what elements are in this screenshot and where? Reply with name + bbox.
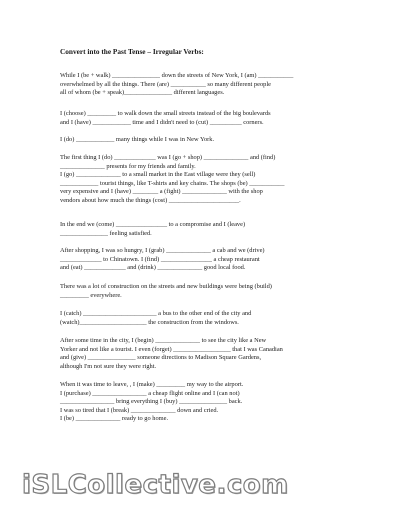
sentence-line: _________________ bring everything I (buy) _______________ back. bbox=[60, 398, 243, 405]
sentence-line: The first thing I (do) _____________ was I (go + shop) ______________ and (find) bbox=[60, 154, 276, 161]
paragraph-construction bbox=[60, 283, 352, 300]
worksheet-title: Convert into the Past Tense – Irregular Verbs: bbox=[60, 47, 204, 56]
sentence-line: and (give) _______________ someone directions to Madison Square Gardens, bbox=[60, 354, 262, 361]
sentence-line: I (purchase) _________________ a cheap flight online and I (can not) bbox=[60, 389, 240, 397]
paragraph-chinatown bbox=[60, 247, 352, 273]
paragraph-leave bbox=[60, 381, 352, 424]
sentence-line: _____________ to Chinatown. I (find) ________________ a cheap restaurant bbox=[60, 255, 260, 263]
sentence-line: Yorker and not like a tourist. I even (forget) __________________ that I was Canadian bbox=[60, 345, 283, 353]
sentence-line: _______________ feeling satisfied. bbox=[60, 229, 152, 237]
sentence-line: (watch)_____________________ the construction from the windows. bbox=[60, 318, 239, 326]
sentence-line: vendors about how much the things (cost) ______________________. bbox=[60, 196, 241, 204]
sentence-line: There was a lot of construction on the streets and new buildings were being (build) bbox=[60, 283, 272, 290]
sentence-line: although I'm not sure they were right. bbox=[60, 362, 157, 370]
paragraph-compromise bbox=[60, 221, 352, 238]
sentence-line: overwhelmed by all the things. There (are) ___________ so many different people bbox=[60, 80, 271, 88]
paragraph-streets bbox=[60, 110, 352, 127]
sentence-line: I (be) ______________ ready to go home. bbox=[60, 415, 169, 422]
sentence-line: ____________ tourist things, like T-shirts and key chains. The shops (be) ___________ bbox=[60, 179, 285, 187]
sentence-line: While I (be + walk) _______________ down the streets of New York, I (am) ___________ bbox=[60, 72, 294, 79]
sentence-line: ______________ presents for my friends and family. bbox=[60, 162, 196, 170]
watermark-logo: iSLCollective.com bbox=[22, 470, 289, 500]
sentence-line: all of whom (be + speak)_______________ different languages. bbox=[60, 89, 225, 96]
sentence-line: I was so tired that I (break) ______________ down and cried. bbox=[60, 406, 219, 414]
paragraph-walk bbox=[60, 72, 352, 98]
sentence-line: and I (have) ____________ time and I didn't need to (cut) __________ corners. bbox=[60, 118, 264, 126]
sentence-line: and (eat) _____________ and (drink) ______________ good local food. bbox=[60, 264, 246, 271]
sentence-line: When it was time to leave, , I (make) _________ my way to the airport. bbox=[60, 381, 244, 388]
sentence-line: I (catch) _______________________ a bus to the other end of the city and bbox=[60, 310, 252, 317]
sentence-line: After shopping, I was so hungry, I (grab) ______________ a cab and we (drive) bbox=[60, 247, 265, 254]
paragraph-shopping bbox=[60, 154, 352, 205]
sentence-line: I (choose) _________ to walk down the small streets instead of the big boulevards bbox=[60, 110, 271, 117]
paragraph-bus bbox=[60, 310, 352, 327]
sentence-line: very expensive and I (have) ________ a (fight) ______________ with the shop bbox=[60, 188, 263, 195]
paragraph-new-yorker bbox=[60, 337, 352, 371]
sentence-line: In the end we (come) ________________ to a compromise and I (leave) bbox=[60, 221, 246, 228]
sentence-line: I (go) ______________ to a small market in the East village were they (sell) bbox=[60, 171, 256, 178]
sentence-line: I (do) ____________ many things while I was in New York. bbox=[60, 136, 215, 143]
paragraph-things bbox=[60, 136, 352, 145]
sentence-line: _________ everywhere. bbox=[60, 291, 122, 299]
sentence-line: After some time in the city, I (begin) ______________ to see the city like a New bbox=[60, 337, 267, 344]
